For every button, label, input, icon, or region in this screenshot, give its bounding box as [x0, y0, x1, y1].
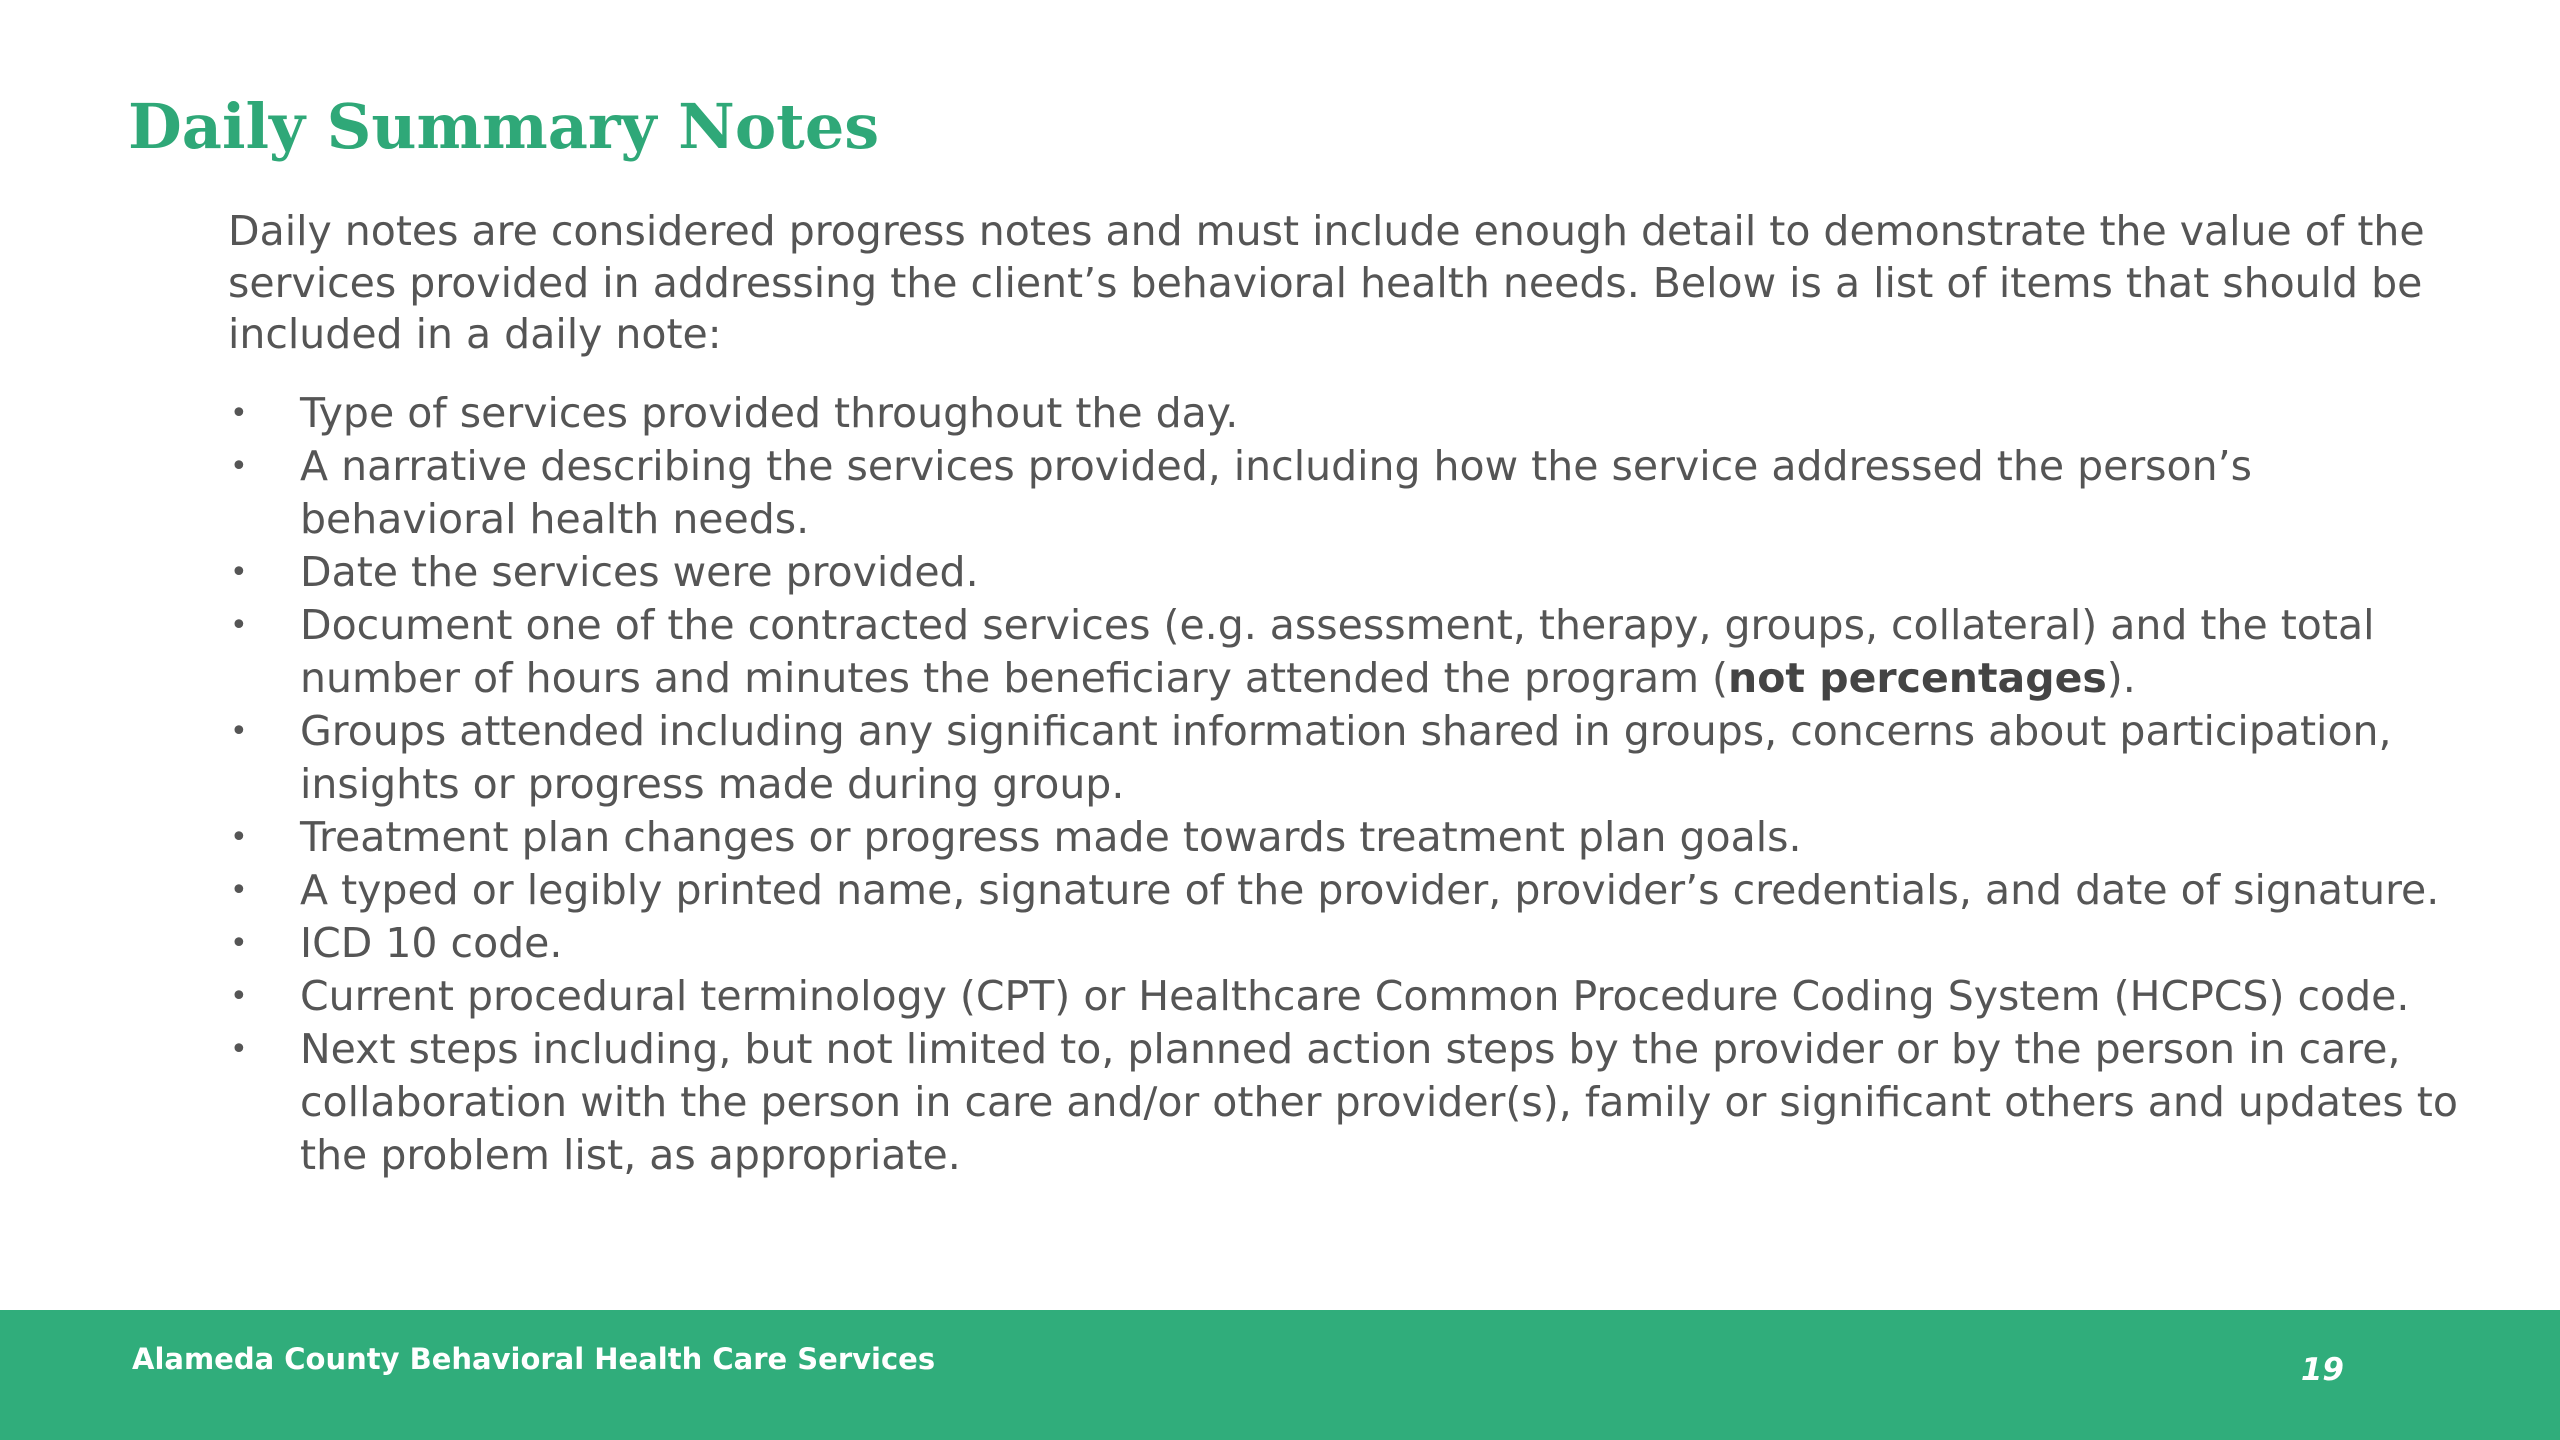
bullet-text: Next steps including, but not limited to, planned action steps by the provider or by the person in care, collaboration with the person in care and/or other provider(s), family or significant others and updates to the problem list, as appropriate. — [300, 1024, 2458, 1179]
bullet-list — [228, 387, 2478, 1182]
bullet-text: Type of services provided throughout the day. — [300, 388, 1239, 437]
bullet-text-emphasis: not percentages — [1728, 653, 2107, 702]
bullet-text: A narrative describing the services provided, including how the service addressed the person’s behavioral health needs. — [300, 441, 2253, 543]
bullet-dot: • — [230, 607, 248, 643]
bullet-item — [228, 705, 2478, 811]
bullet-dot: • — [230, 554, 248, 590]
bullet-dot: • — [230, 448, 248, 484]
bullet-text-after: ). — [2106, 653, 2136, 702]
bullet-text: ICD 10 code. — [300, 918, 563, 967]
bullet-item — [228, 970, 2478, 1023]
page-number: 19 — [2300, 1352, 2344, 1388]
bullet-dot: • — [230, 713, 248, 749]
bullet-item — [228, 440, 2478, 546]
footer-bar — [0, 1310, 2560, 1440]
bullet-dot: • — [230, 872, 248, 908]
intro-paragraph: Daily notes are considered progress notes and must include enough detail to demonstrate the value of the services provided in addressing the client’s behavioral health needs. Below is a list of items that should be included in a daily note: — [228, 207, 2425, 358]
slide-title: Daily Summary Notes — [128, 90, 880, 163]
bullet-text: Current procedural terminology (CPT) or Healthcare Common Procedure Coding System (HCPCS) code. — [300, 971, 2410, 1020]
bullet-item — [228, 811, 2478, 864]
bullet-text: Groups attended including any significant information shared in groups, concerns about participation, insights or progress made during group. — [300, 706, 2392, 808]
bullet-text-before: Document one of the contracted services (e.g. assessment, therapy, groups, collateral) and the total number of hours and minutes the beneficiary attended the program ( — [300, 600, 2375, 702]
bullet-text: Treatment plan changes or progress made towards treatment plan goals. — [300, 812, 1802, 861]
slide-body — [228, 206, 2478, 1182]
bullet-item — [228, 864, 2478, 917]
bullet-item — [228, 917, 2478, 970]
bullet-text: Date the services were provided. — [300, 547, 979, 596]
bullet-dot: • — [230, 1031, 248, 1067]
bullet-item — [228, 599, 2478, 705]
bullet-dot: • — [230, 819, 248, 855]
bullet-text: A typed or legibly printed name, signature of the provider, provider’s credentials, and date of signature. — [300, 865, 2440, 914]
footer-organization: Alameda County Behavioral Health Care Services — [132, 1342, 936, 1376]
bullet-item — [228, 387, 2478, 440]
bullet-dot: • — [230, 978, 248, 1014]
bullet-item — [228, 1023, 2478, 1182]
bullet-dot: • — [230, 395, 248, 431]
bullet-item — [228, 546, 2478, 599]
bullet-dot: • — [230, 925, 248, 961]
